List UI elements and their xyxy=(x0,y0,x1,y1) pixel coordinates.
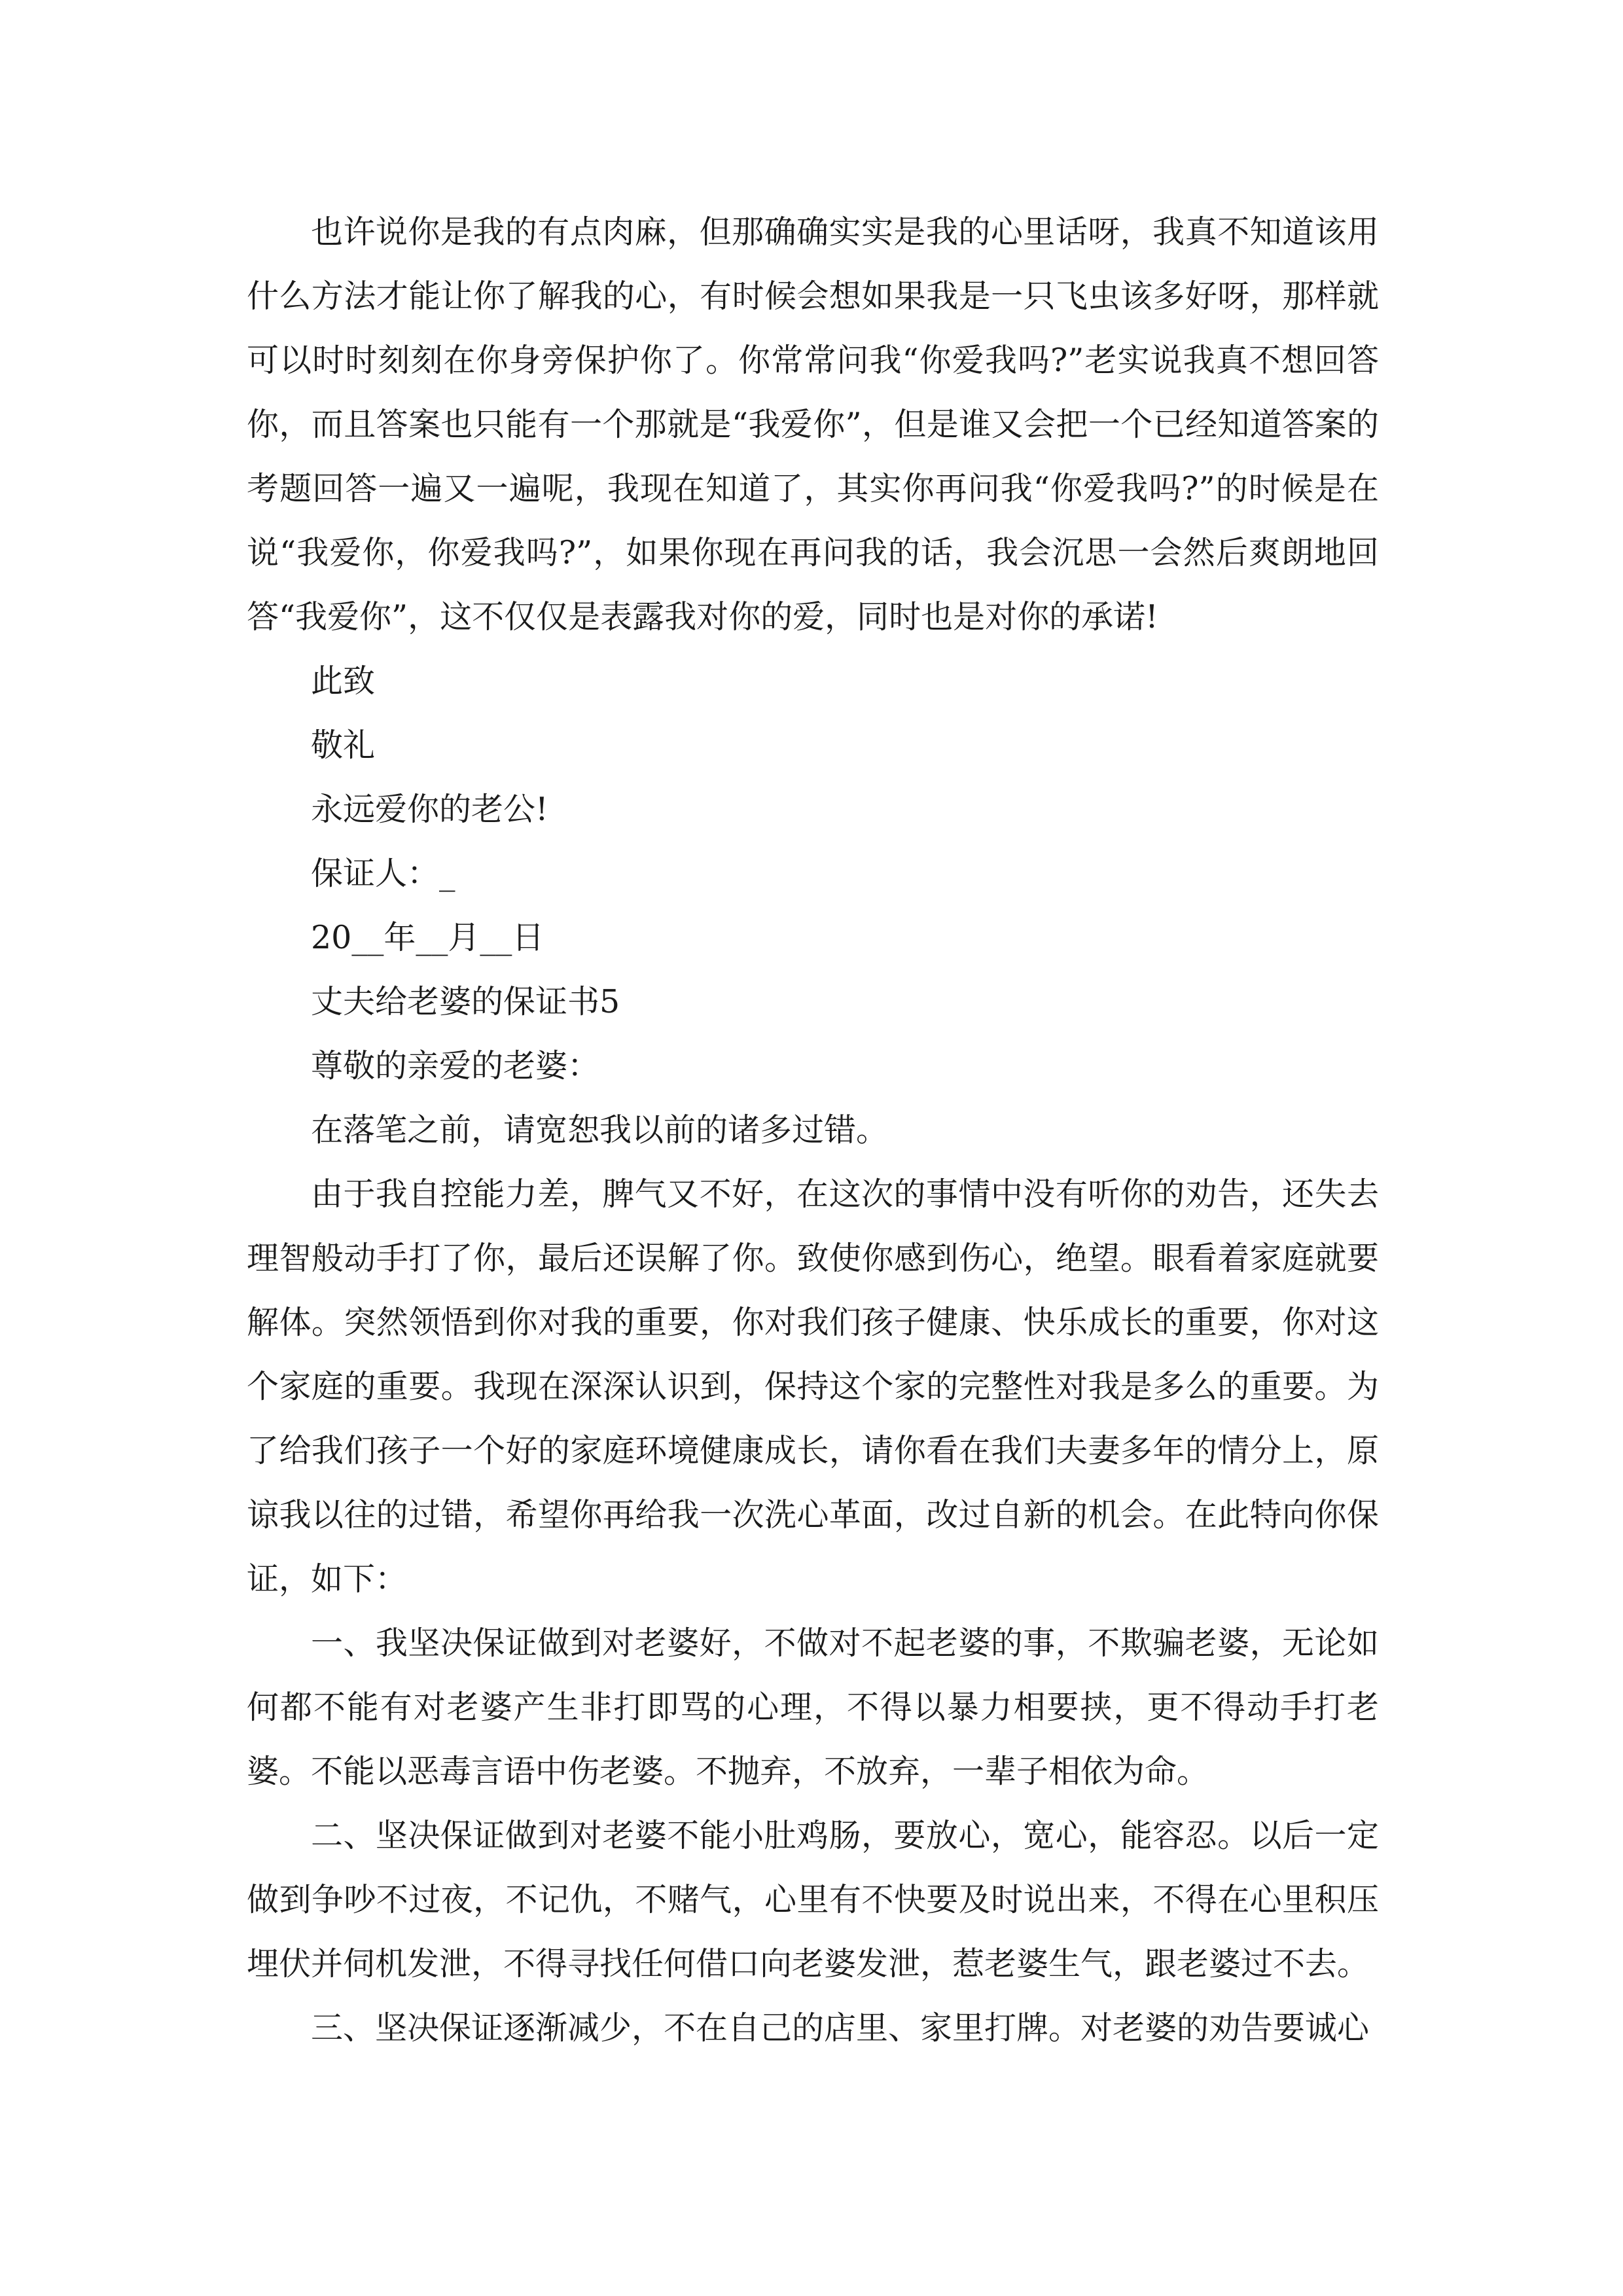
signature-line: 永远爱你的老公! xyxy=(311,791,548,828)
greeting: 尊敬的亲爱的老婆： xyxy=(311,1047,600,1085)
closing-salutation: 此致 xyxy=(311,662,376,700)
promise-item-2: 二、坚决保证做到对老婆不能小肚鸡肠，要放心，宽心，能容忍。以后一定做到争吵不过夜，不记仇，不赌气，心里有不快要及时说出来，不得在心里积压埋伏并伺机发泄，不得寻找任何借口向老婆发泄，惹老婆生气，跟老婆过不去。 xyxy=(247,1817,1379,1982)
section-title: 丈夫给老婆的保证书5 xyxy=(311,983,620,1020)
promise-item-3: 三、坚决保证逐渐减少，不在自己的店里、家里打牌。对老婆的劝告要诚心 xyxy=(311,2009,1370,2047)
date-line: 20__年__月__日 xyxy=(311,919,544,956)
opening-line: 在落笔之前，请宽恕我以前的诸多过错。 xyxy=(311,1111,889,1149)
promise-item-1: 一、我坚决保证做到对老婆好，不做对不起老婆的事，不欺骗老婆，无论如何都不能有对老婆产生非打即骂的心理，不得以暴力相要挟，更不得动手打老婆。不能以恶毒言语中伤老婆。不抛弃，不放弃，一辈子相依为命。 xyxy=(247,1624,1379,1790)
letter-body xyxy=(247,200,1379,2060)
paragraph-apology: 由于我自控能力差，脾气又不好，在这次的事情中没有听你的劝告，还失去理智般动手打了你，最后还误解了你。致使你感到伤心，绝望。眼看着家庭就要解体。突然领悟到你对我的重要，你对我们孩子健康、快乐成长的重要，你对这个家庭的重要。我现在深深认识到，保持这个家的完整性对我是多么的重要。为了给我们孩子一个好的家庭环境健康成长，请你看在我们夫妻多年的情分上，原谅我以往的过错，希望你再给我一次洗心革面，改过自新的机会。在此特向你保证，如下： xyxy=(247,1175,1379,1598)
closing-respect: 敬礼 xyxy=(311,726,376,764)
guarantor-line: 保证人：_ xyxy=(311,855,455,892)
paragraph-love-explanation: 也许说你是我的有点肉麻，但那确确实实是我的心里话呀，我真不知道该用什么方法才能让你了解我的心，有时候会想如果我是一只飞虫该多好呀，那样就可以时时刻刻在你身旁保护你了。你常常问我“你爱我吗?”老实说我真不想回答你，而且答案也只能有一个那就是“我爱你”，但是谁又会把一个已经知道答案的考题回答一遍又一遍呢，我现在知道了，其实你再问我“你爱我吗?”的时候是在说“我爱你，你爱我吗?”，如果你现在再问我的话，我会沉思一会然后爽朗地回答“我爱你”，这不仅仅是表露我对你的爱，同时也是对你的承诺! xyxy=(247,213,1379,636)
